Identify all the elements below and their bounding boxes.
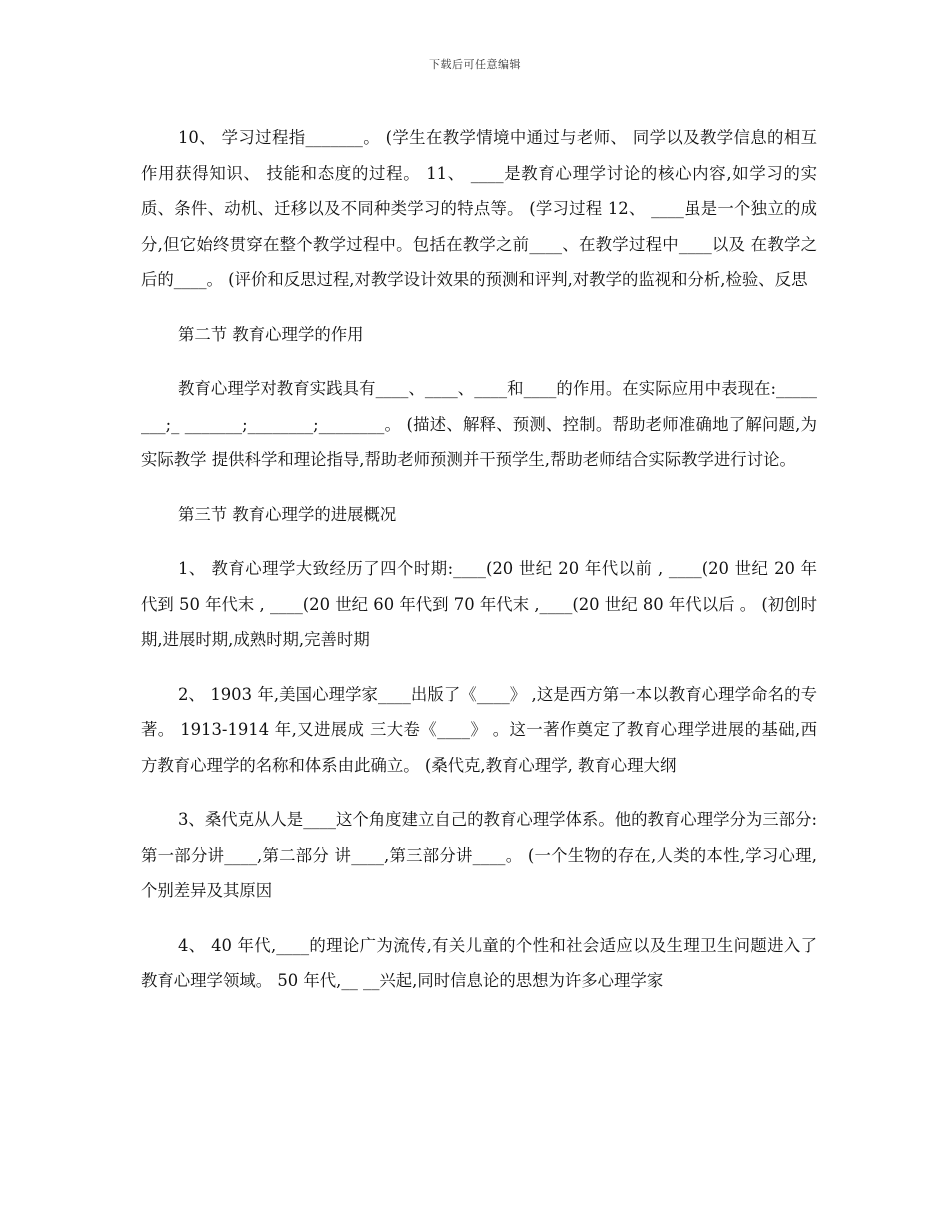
paragraph-thorndike-1903: 2、 1903 年,美国心理学家____出版了《____》 ,这是西方第一本以教育心理学命名的专著。 1913-1914 年,又进展成 三大卷《____》 。这一著作奠定了教育心理学进展的基础,西方教育心理学的名称和体系由此确立。 (桑代克,教育心理学, 教育心理大纲 xyxy=(141,684,817,775)
document-body xyxy=(141,120,817,1018)
paragraph-role: 教育心理学对教育实践具有____、____、____和____的作用。在实际应用中表现在:________;_ _______;________;________。 (描述、解释、预测、控制。帮助老师准确地了解问题,为实际教学 提供科学和理论指导,帮助老师预测并干预学生,帮助老师结合实际教学进行讨论。 xyxy=(141,379,817,469)
section-heading-2: 第二节 教育心理学的作用 xyxy=(178,324,364,344)
section-heading-3: 第三节 教育心理学的进展概况 xyxy=(178,504,397,524)
paragraph-learning-process: 10、 学习过程指_______。 (学生在教学情境中通过与老师、 同学以及教学信息的相互作用获得知识、 技能和态度的过程。 11、 ____是教育心理学讨论的核心内容,如学习的实质、条件、动机、迁移以及不同种类学习的特点等。 (学习过程 12、 ____虽是一个独立的成分,但它始终贯穿在整个教学过程中。包括在教学之前____、在教学过程中____以及 在教学之后的____。 (评价和反思过程,对教学设计效果的预测和评判,对教学的监视和分析,检验、反思 xyxy=(141,128,817,289)
paragraph-periods: 1、 教育心理学大致经历了四个时期:____(20 世纪 20 年代以前 , ____(20 世纪 20 年代到 50 年代末 , ____(20 世纪 60 年代到 70 年代末 ,____(20 世纪 80 年代以后 。 (初创时期,进展时期,成熟时期,完善时期 xyxy=(141,559,817,649)
paragraph-thorndike-system: 3、桑代克从人是____这个角度建立自己的教育心理学体系。他的教育心理学分为三部分:第一部分讲____,第二部分 讲____,第三部分讲____。 (一个生物的存在,人类的本性,学习心理,个别差异及其原因 xyxy=(141,810,817,900)
page-header: 下载后可任意编辑 xyxy=(429,58,521,71)
paragraph-1940s: 4、 40 年代,____的理论广为流传,有关儿童的个性和社会适应以及生理卫生问题进入了教育心理学领域。 50 年代,__ __兴起,同时信息论的思想为许多心理学家 xyxy=(141,935,817,990)
